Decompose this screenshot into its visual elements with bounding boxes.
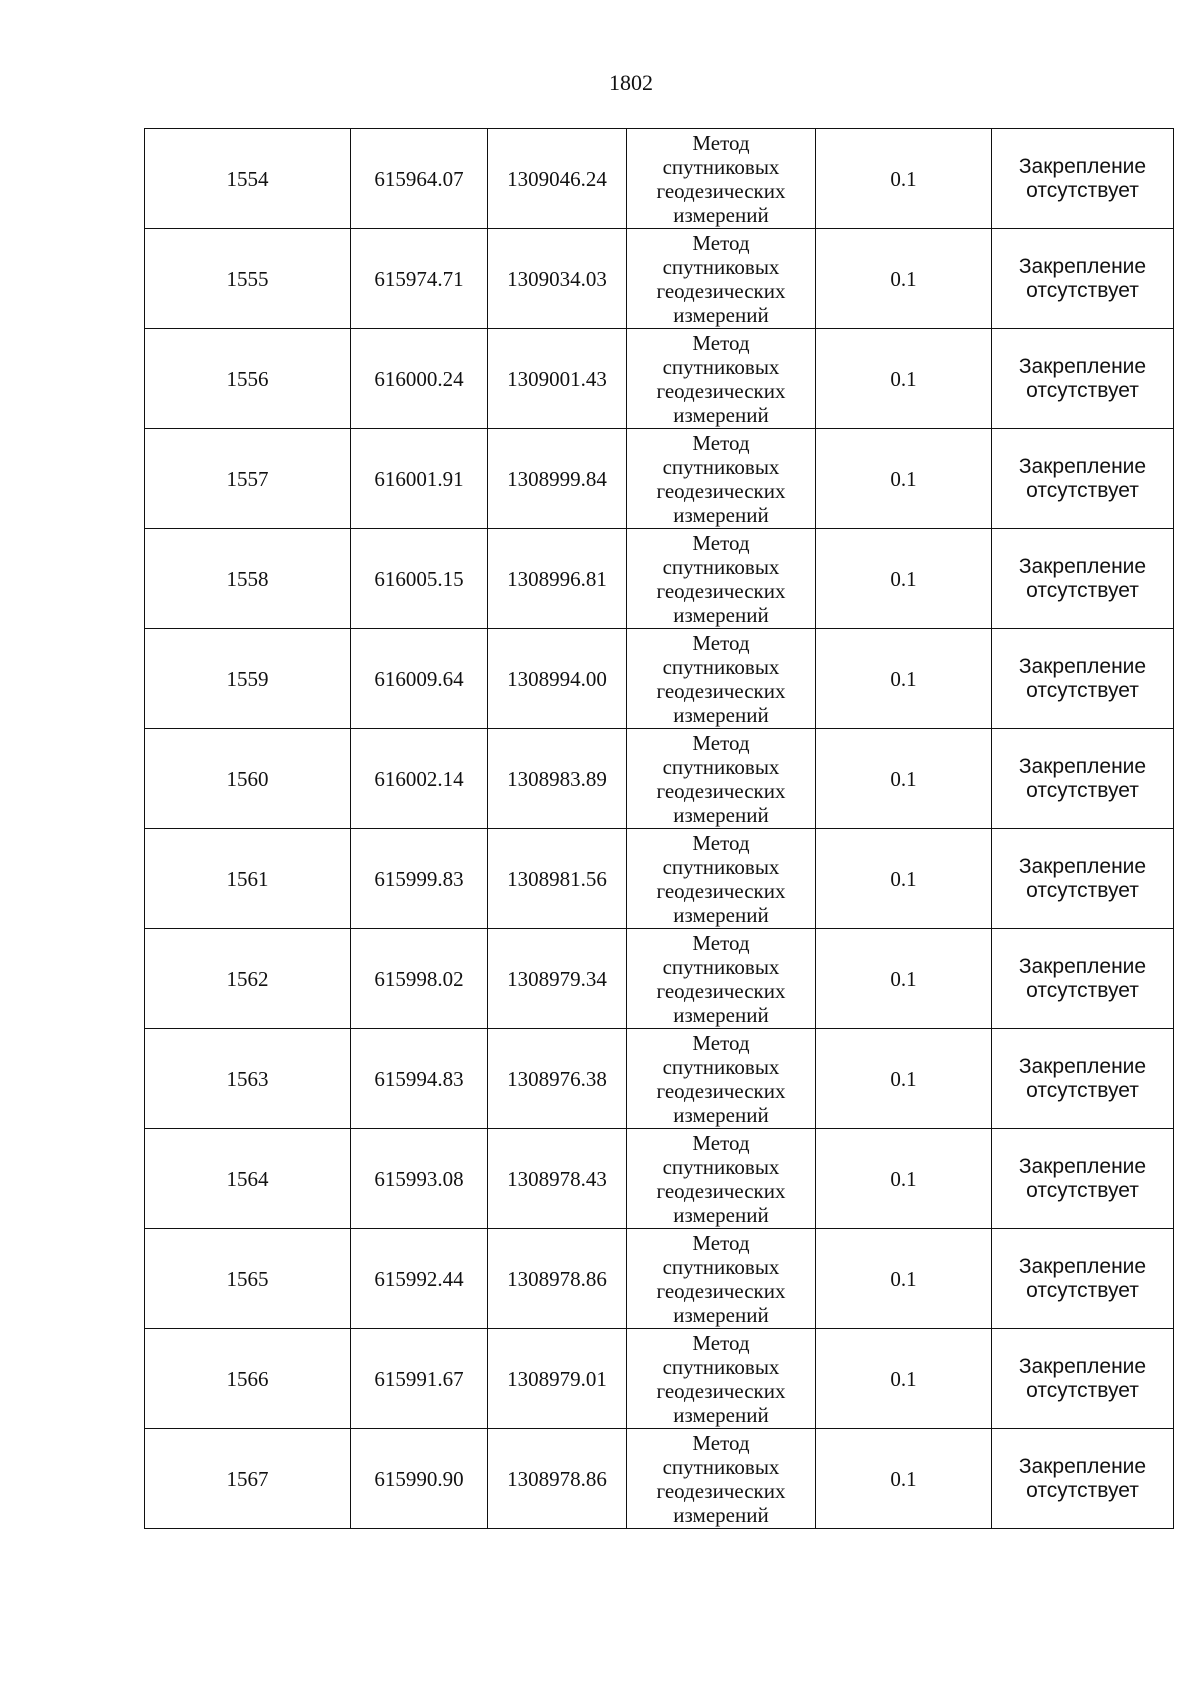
x-coordinate-cell: 615974.71 <box>351 229 488 329</box>
x-coordinate-cell: 615998.02 <box>351 929 488 1029</box>
method-text-line: спутниковых <box>662 1254 780 1279</box>
method-text-line: измерений <box>673 1402 769 1427</box>
y-coordinate-cell: 1308978.86 <box>488 1429 627 1529</box>
method-text-line: Метод <box>692 430 750 455</box>
fixation-text-line: Закрепление <box>1018 1254 1147 1278</box>
point-number-cell: 1561 <box>145 829 351 929</box>
point-number-cell: 1565 <box>145 1229 351 1329</box>
method-text-line: измерений <box>673 902 769 927</box>
point-number-cell: 1557 <box>145 429 351 529</box>
page-number: 1802 <box>609 70 653 95</box>
y-coordinate-cell: 1308999.84 <box>488 429 627 529</box>
method-text-line: Метод <box>692 1230 750 1255</box>
fixation-cell <box>992 929 1174 1029</box>
method-cell <box>627 1129 816 1229</box>
x-coordinate-cell: 615993.08 <box>351 1129 488 1229</box>
fixation-cell <box>992 429 1174 529</box>
method-text-line: спутниковых <box>662 654 780 679</box>
method-cell <box>627 929 816 1029</box>
table-row <box>145 429 1174 529</box>
accuracy-cell: 0.1 <box>816 429 992 529</box>
fixation-text-line: отсутствует <box>1026 978 1139 1002</box>
point-number-cell: 1562 <box>145 929 351 1029</box>
table-row <box>145 1429 1174 1529</box>
y-coordinate-cell: 1308994.00 <box>488 629 627 729</box>
method-text-line: спутниковых <box>662 354 780 379</box>
method-text-line: геодезических <box>656 578 786 603</box>
y-coordinate-cell: 1308978.43 <box>488 1129 627 1229</box>
method-text-line: геодезических <box>656 1078 786 1103</box>
fixation-cell <box>992 329 1174 429</box>
method-text-line: Метод <box>692 1430 750 1455</box>
method-text-line: измерений <box>673 1302 769 1327</box>
method-text-line: геодезических <box>656 1478 786 1503</box>
point-number-cell: 1556 <box>145 329 351 429</box>
table-row <box>145 829 1174 929</box>
fixation-text-line: отсутствует <box>1026 478 1139 502</box>
method-text-line: геодезических <box>656 1278 786 1303</box>
y-coordinate-cell: 1308979.34 <box>488 929 627 1029</box>
fixation-text-line: отсутствует <box>1026 178 1139 202</box>
method-cell <box>627 629 816 729</box>
fixation-text-line: Закрепление <box>1018 554 1147 578</box>
method-text-line: измерений <box>673 702 769 727</box>
x-coordinate-cell: 615999.83 <box>351 829 488 929</box>
method-text-line: измерений <box>673 802 769 827</box>
method-cell <box>627 729 816 829</box>
table-body <box>145 129 1174 1529</box>
method-text-line: геодезических <box>656 1178 786 1203</box>
method-text-line: измерений <box>673 1202 769 1227</box>
method-text-line: измерений <box>673 302 769 327</box>
method-text-line: спутниковых <box>662 454 780 479</box>
coordinates-table <box>144 128 1174 1529</box>
method-cell <box>627 829 816 929</box>
table-row <box>145 329 1174 429</box>
point-number-cell: 1555 <box>145 229 351 329</box>
method-cell <box>627 1329 816 1429</box>
accuracy-cell: 0.1 <box>816 929 992 1029</box>
fixation-text-line: Закрепление <box>1018 1054 1147 1078</box>
accuracy-cell: 0.1 <box>816 1429 992 1529</box>
table-row <box>145 529 1174 629</box>
accuracy-cell: 0.1 <box>816 829 992 929</box>
fixation-text-line: Закрепление <box>1018 754 1147 778</box>
fixation-text-line: отсутствует <box>1026 378 1139 402</box>
method-text-line: измерений <box>673 402 769 427</box>
method-text-line: геодезических <box>656 378 786 403</box>
point-number-cell: 1559 <box>145 629 351 729</box>
x-coordinate-cell: 615964.07 <box>351 129 488 229</box>
method-text-line: измерений <box>673 602 769 627</box>
table-row <box>145 929 1174 1029</box>
accuracy-cell: 0.1 <box>816 1329 992 1429</box>
fixation-text-line: отсутствует <box>1026 278 1139 302</box>
accuracy-cell: 0.1 <box>816 529 992 629</box>
x-coordinate-cell: 616001.91 <box>351 429 488 529</box>
point-number-cell: 1554 <box>145 129 351 229</box>
point-number-cell: 1558 <box>145 529 351 629</box>
fixation-text-line: отсутствует <box>1026 1378 1139 1402</box>
table-row <box>145 1029 1174 1129</box>
table-row <box>145 229 1174 329</box>
method-text-line: Метод <box>692 1130 750 1155</box>
fixation-cell <box>992 729 1174 829</box>
method-text-line: измерений <box>673 1002 769 1027</box>
fixation-cell <box>992 829 1174 929</box>
y-coordinate-cell: 1309034.03 <box>488 229 627 329</box>
fixation-text-line: Закрепление <box>1018 454 1147 478</box>
y-coordinate-cell: 1309001.43 <box>488 329 627 429</box>
accuracy-cell: 0.1 <box>816 1129 992 1229</box>
fixation-cell <box>992 529 1174 629</box>
x-coordinate-cell: 615991.67 <box>351 1329 488 1429</box>
fixation-text-line: Закрепление <box>1018 1154 1147 1178</box>
fixation-text-line: отсутствует <box>1026 578 1139 602</box>
table-row <box>145 729 1174 829</box>
method-text-line: геодезических <box>656 278 786 303</box>
method-text-line: спутниковых <box>662 1454 780 1479</box>
fixation-cell <box>992 1429 1174 1529</box>
fixation-cell <box>992 129 1174 229</box>
point-number-cell: 1563 <box>145 1029 351 1129</box>
accuracy-cell: 0.1 <box>816 129 992 229</box>
table-row <box>145 1329 1174 1429</box>
method-text-line: спутниковых <box>662 254 780 279</box>
y-coordinate-cell: 1308976.38 <box>488 1029 627 1129</box>
method-text-line: спутниковых <box>662 854 780 879</box>
method-cell <box>627 529 816 629</box>
table-row <box>145 629 1174 729</box>
method-text-line: спутниковых <box>662 754 780 779</box>
fixation-text-line: отсутствует <box>1026 778 1139 802</box>
method-cell <box>627 229 816 329</box>
method-text-line: измерений <box>673 1102 769 1127</box>
fixation-text-line: Закрепление <box>1018 954 1147 978</box>
fixation-text-line: Закрепление <box>1018 154 1147 178</box>
fixation-cell <box>992 229 1174 329</box>
method-text-line: геодезических <box>656 178 786 203</box>
y-coordinate-cell: 1308981.56 <box>488 829 627 929</box>
method-text-line: измерений <box>673 1502 769 1527</box>
fixation-text-line: Закрепление <box>1018 354 1147 378</box>
table-row <box>145 129 1174 229</box>
point-number-cell: 1560 <box>145 729 351 829</box>
fixation-text-line: отсутствует <box>1026 1078 1139 1102</box>
fixation-text-line: отсутствует <box>1026 1178 1139 1202</box>
x-coordinate-cell: 615990.90 <box>351 1429 488 1529</box>
fixation-text-line: Закрепление <box>1018 254 1147 278</box>
fixation-text-line: отсутствует <box>1026 1278 1139 1302</box>
fixation-text-line: отсутствует <box>1026 1478 1139 1502</box>
method-text-line: измерений <box>673 202 769 227</box>
method-text-line: геодезических <box>656 778 786 803</box>
y-coordinate-cell: 1309046.24 <box>488 129 627 229</box>
x-coordinate-cell: 616002.14 <box>351 729 488 829</box>
table-row <box>145 1229 1174 1329</box>
method-text-line: геодезических <box>656 978 786 1003</box>
point-number-cell: 1564 <box>145 1129 351 1229</box>
method-text-line: спутниковых <box>662 1354 780 1379</box>
method-cell <box>627 129 816 229</box>
method-text-line: Метод <box>692 630 750 655</box>
method-text-line: Метод <box>692 230 750 255</box>
method-text-line: Метод <box>692 530 750 555</box>
method-cell <box>627 1229 816 1329</box>
method-text-line: Метод <box>692 830 750 855</box>
method-cell <box>627 429 816 529</box>
method-text-line: геодезических <box>656 1378 786 1403</box>
y-coordinate-cell: 1308978.86 <box>488 1229 627 1329</box>
method-text-line: Метод <box>692 130 750 155</box>
table-row <box>145 1129 1174 1229</box>
accuracy-cell: 0.1 <box>816 629 992 729</box>
fixation-cell <box>992 1029 1174 1129</box>
method-text-line: спутниковых <box>662 154 780 179</box>
method-text-line: спутниковых <box>662 954 780 979</box>
method-text-line: геодезических <box>656 878 786 903</box>
point-number-cell: 1566 <box>145 1329 351 1429</box>
accuracy-cell: 0.1 <box>816 1229 992 1329</box>
fixation-text-line: отсутствует <box>1026 678 1139 702</box>
fixation-cell <box>992 1229 1174 1329</box>
fixation-text-line: Закрепление <box>1018 1454 1147 1478</box>
method-text-line: Метод <box>692 730 750 755</box>
x-coordinate-cell: 616000.24 <box>351 329 488 429</box>
method-text-line: спутниковых <box>662 554 780 579</box>
method-cell <box>627 1029 816 1129</box>
accuracy-cell: 0.1 <box>816 1029 992 1129</box>
fixation-text-line: Закрепление <box>1018 1354 1147 1378</box>
y-coordinate-cell: 1308983.89 <box>488 729 627 829</box>
fixation-text-line: Закрепление <box>1018 854 1147 878</box>
method-text-line: измерений <box>673 502 769 527</box>
method-text-line: Метод <box>692 1330 750 1355</box>
x-coordinate-cell: 616005.15 <box>351 529 488 629</box>
fixation-text-line: отсутствует <box>1026 878 1139 902</box>
accuracy-cell: 0.1 <box>816 329 992 429</box>
fixation-cell <box>992 629 1174 729</box>
y-coordinate-cell: 1308996.81 <box>488 529 627 629</box>
method-text-line: спутниковых <box>662 1154 780 1179</box>
fixation-cell <box>992 1329 1174 1429</box>
accuracy-cell: 0.1 <box>816 729 992 829</box>
x-coordinate-cell: 616009.64 <box>351 629 488 729</box>
x-coordinate-cell: 615992.44 <box>351 1229 488 1329</box>
fixation-cell <box>992 1129 1174 1229</box>
method-text-line: Метод <box>692 930 750 955</box>
method-text-line: спутниковых <box>662 1054 780 1079</box>
method-text-line: Метод <box>692 330 750 355</box>
accuracy-cell: 0.1 <box>816 229 992 329</box>
x-coordinate-cell: 615994.83 <box>351 1029 488 1129</box>
method-text-line: Метод <box>692 1030 750 1055</box>
method-cell <box>627 1429 816 1529</box>
method-text-line: геодезических <box>656 478 786 503</box>
y-coordinate-cell: 1308979.01 <box>488 1329 627 1429</box>
fixation-text-line: Закрепление <box>1018 654 1147 678</box>
method-text-line: геодезических <box>656 678 786 703</box>
method-cell <box>627 329 816 429</box>
point-number-cell: 1567 <box>145 1429 351 1529</box>
